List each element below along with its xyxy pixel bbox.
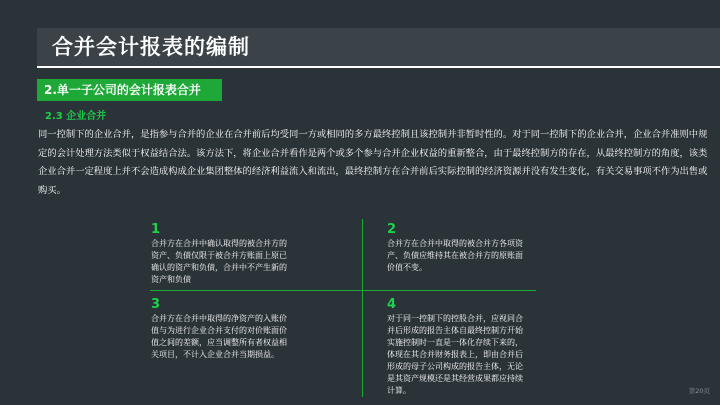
quadrant-3-number: 3 — [151, 297, 161, 312]
slide-title: 合并会计报表的编制 — [52, 35, 250, 59]
title-underline — [37, 66, 720, 68]
quadrant-vertical-divider — [362, 219, 363, 397]
sub-heading: 2.3 企业合并 — [45, 111, 107, 122]
section-label: 2.单一子公司的会计报表合并 — [44, 83, 201, 97]
quadrant-2-text: 合并方在合并中取得的被合并方各项资产、负债应维持其在被合并方的原账面价值不变。 — [387, 239, 523, 272]
quadrant-1-text: 合并方在合并中确认取得的被合并方的资产、负债仅限于被合并方账面上原已确认的资产和负债，合并中不产生新的资产和负债 — [151, 239, 287, 284]
quadrant-horizontal-divider — [150, 290, 536, 291]
quadrant-3-text: 合并方在合并中取得的净资产的入账价值与为进行企业合并支付的对价账面价值之间的差额，应当调整所有者权益相关项目，不计入企业合并当期损益。 — [151, 314, 287, 359]
quadrant-2-number: 2 — [387, 222, 397, 237]
quadrant-4-number: 4 — [387, 297, 397, 312]
quadrant-1-number: 1 — [151, 222, 161, 237]
page-number: 第20页 — [688, 387, 710, 395]
quadrant-4-text: 对于同一控制下的控股合并，应视同合并后形成的报告主体自最终控制方开始实施控制时一直是一体化存续下来的，体现在其合并财务报表上，即由合并后形成的母子公司构成的报告主体，无论是其资产规模还是其经营成果都应持续计算。 — [387, 314, 523, 395]
body-paragraph: 同一控制下的企业合并，是指参与合并的企业在合并前后均受同一方或相同的多方最终控制且该控制并非暂时性的。对于同一控制下的企业合并，企业合并准则中规定的会计处理方法类似于权益结合法。该方法下，将企业合并看作是两个或多个参与合并企业权益的重新整合，由于最终控制方的存在，从最终控制方的角度，该类企业合并一定程度上并不会造成构成企业集团整体的经济利益流入和流出，最终控制方在合并前后实际控制的经济资源并没有发生变化，有关交易事项不作为出售或购买。 — [38, 129, 708, 196]
